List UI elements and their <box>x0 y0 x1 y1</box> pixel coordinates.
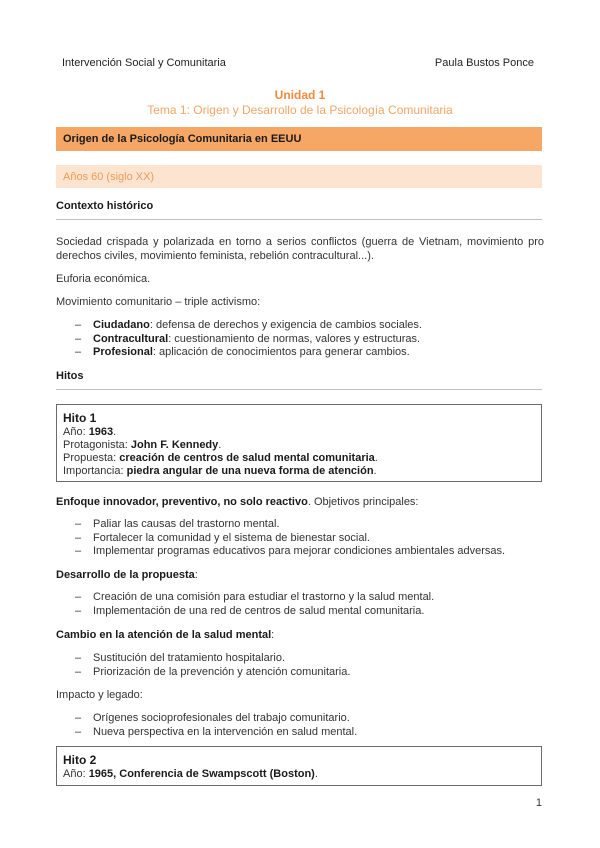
subsection-heading: Años 60 (siglo XX) <box>63 171 155 183</box>
hito-1-year: Año: 1963. <box>63 426 117 438</box>
list-item: – Paliar las causas del trastorno mental. <box>56 518 544 532</box>
desarrollo-list <box>56 591 544 618</box>
hitos-heading: Hitos <box>56 370 84 382</box>
list-item: – Priorización de la prevención y atención comunitaria. <box>56 666 544 680</box>
hito-1-title: Hito 1 <box>63 411 97 425</box>
topic-title: Tema 1: Origen y Desarrollo de la Psicología Comunitaria <box>147 103 453 117</box>
context-paragraph: Sociedad crispada y polarizada en torno a serios conflictos (guerra de Vietnam, movimiento pro derechos civiles, movimiento feminista, rebelión contracultural...). <box>56 236 544 262</box>
cambio-paragraph: Cambio en la atención de la salud mental: <box>56 629 275 641</box>
activism-list <box>56 319 544 360</box>
list-item: – Implementar programas educativos para mejorar condiciones ambientales adversas. <box>56 545 544 559</box>
header-course: Intervención Social y Comunitaria <box>62 57 226 69</box>
enfoque-paragraph: Enfoque innovador, preventivo, no solo reactivo. Objetivos principales: <box>56 496 419 508</box>
list-item: – Profesional: aplicación de conocimientos para generar cambios. <box>56 346 544 360</box>
list-item: – Contracultural: cuestionamiento de normas, valores y estructuras. <box>56 333 544 347</box>
hito-1-importance: Importancia: piedra angular de una nueva forma de atención. <box>63 465 377 477</box>
context-heading: Contexto histórico <box>56 200 154 212</box>
divider <box>56 389 542 390</box>
list-item: – Ciudadano: defensa de derechos y exigencia de cambios sociales. <box>56 319 544 333</box>
impacto-list <box>56 712 544 739</box>
subsection-heading-bar <box>56 165 542 188</box>
desarrollo-paragraph: Desarrollo de la propuesta: <box>56 569 198 581</box>
unit-title: Unidad 1 <box>274 88 326 102</box>
list-item: – Nueva perspectiva en la intervención en salud mental. <box>56 726 544 740</box>
hito-1-protagonist: Protagonista: John F. Kennedy. <box>63 439 222 451</box>
divider <box>56 219 542 220</box>
list-item: – Implementación de una red de centros de salud mental comunitaria. <box>56 605 544 619</box>
section-heading: Origen de la Psicología Comunitaria en EEUU <box>63 133 302 145</box>
list-item: – Creación de una comisión para estudiar el trastorno y la salud mental. <box>56 591 544 605</box>
list-item: – Sustitución del tratamiento hospitalario. <box>56 652 544 666</box>
hito-2-year: Año: 1965, Conferencia de Swampscott (Boston). <box>63 768 318 780</box>
hito-1-proposal: Propuesta: creación de centros de salud mental comunitaria. <box>63 452 378 464</box>
list-item: – Orígenes socioprofesionales del trabajo comunitario. <box>56 712 544 726</box>
hito-2-box <box>56 746 542 786</box>
impacto-heading: Impacto y legado: <box>56 689 143 701</box>
objectives-list <box>56 518 544 559</box>
economy-paragraph: Euforia económica. <box>56 273 151 285</box>
activism-paragraph: Movimiento comunitario – triple activismo: <box>56 296 261 308</box>
header-author: Paula Bustos Ponce <box>434 57 534 69</box>
hito-1-box <box>56 404 542 482</box>
page-number: 1 <box>535 797 542 809</box>
section-heading-bar <box>56 127 542 151</box>
hito-2-title: Hito 2 <box>63 753 97 767</box>
cambio-list <box>56 652 544 679</box>
list-item: – Fortalecer la comunidad y el sistema de bienestar social. <box>56 532 544 546</box>
